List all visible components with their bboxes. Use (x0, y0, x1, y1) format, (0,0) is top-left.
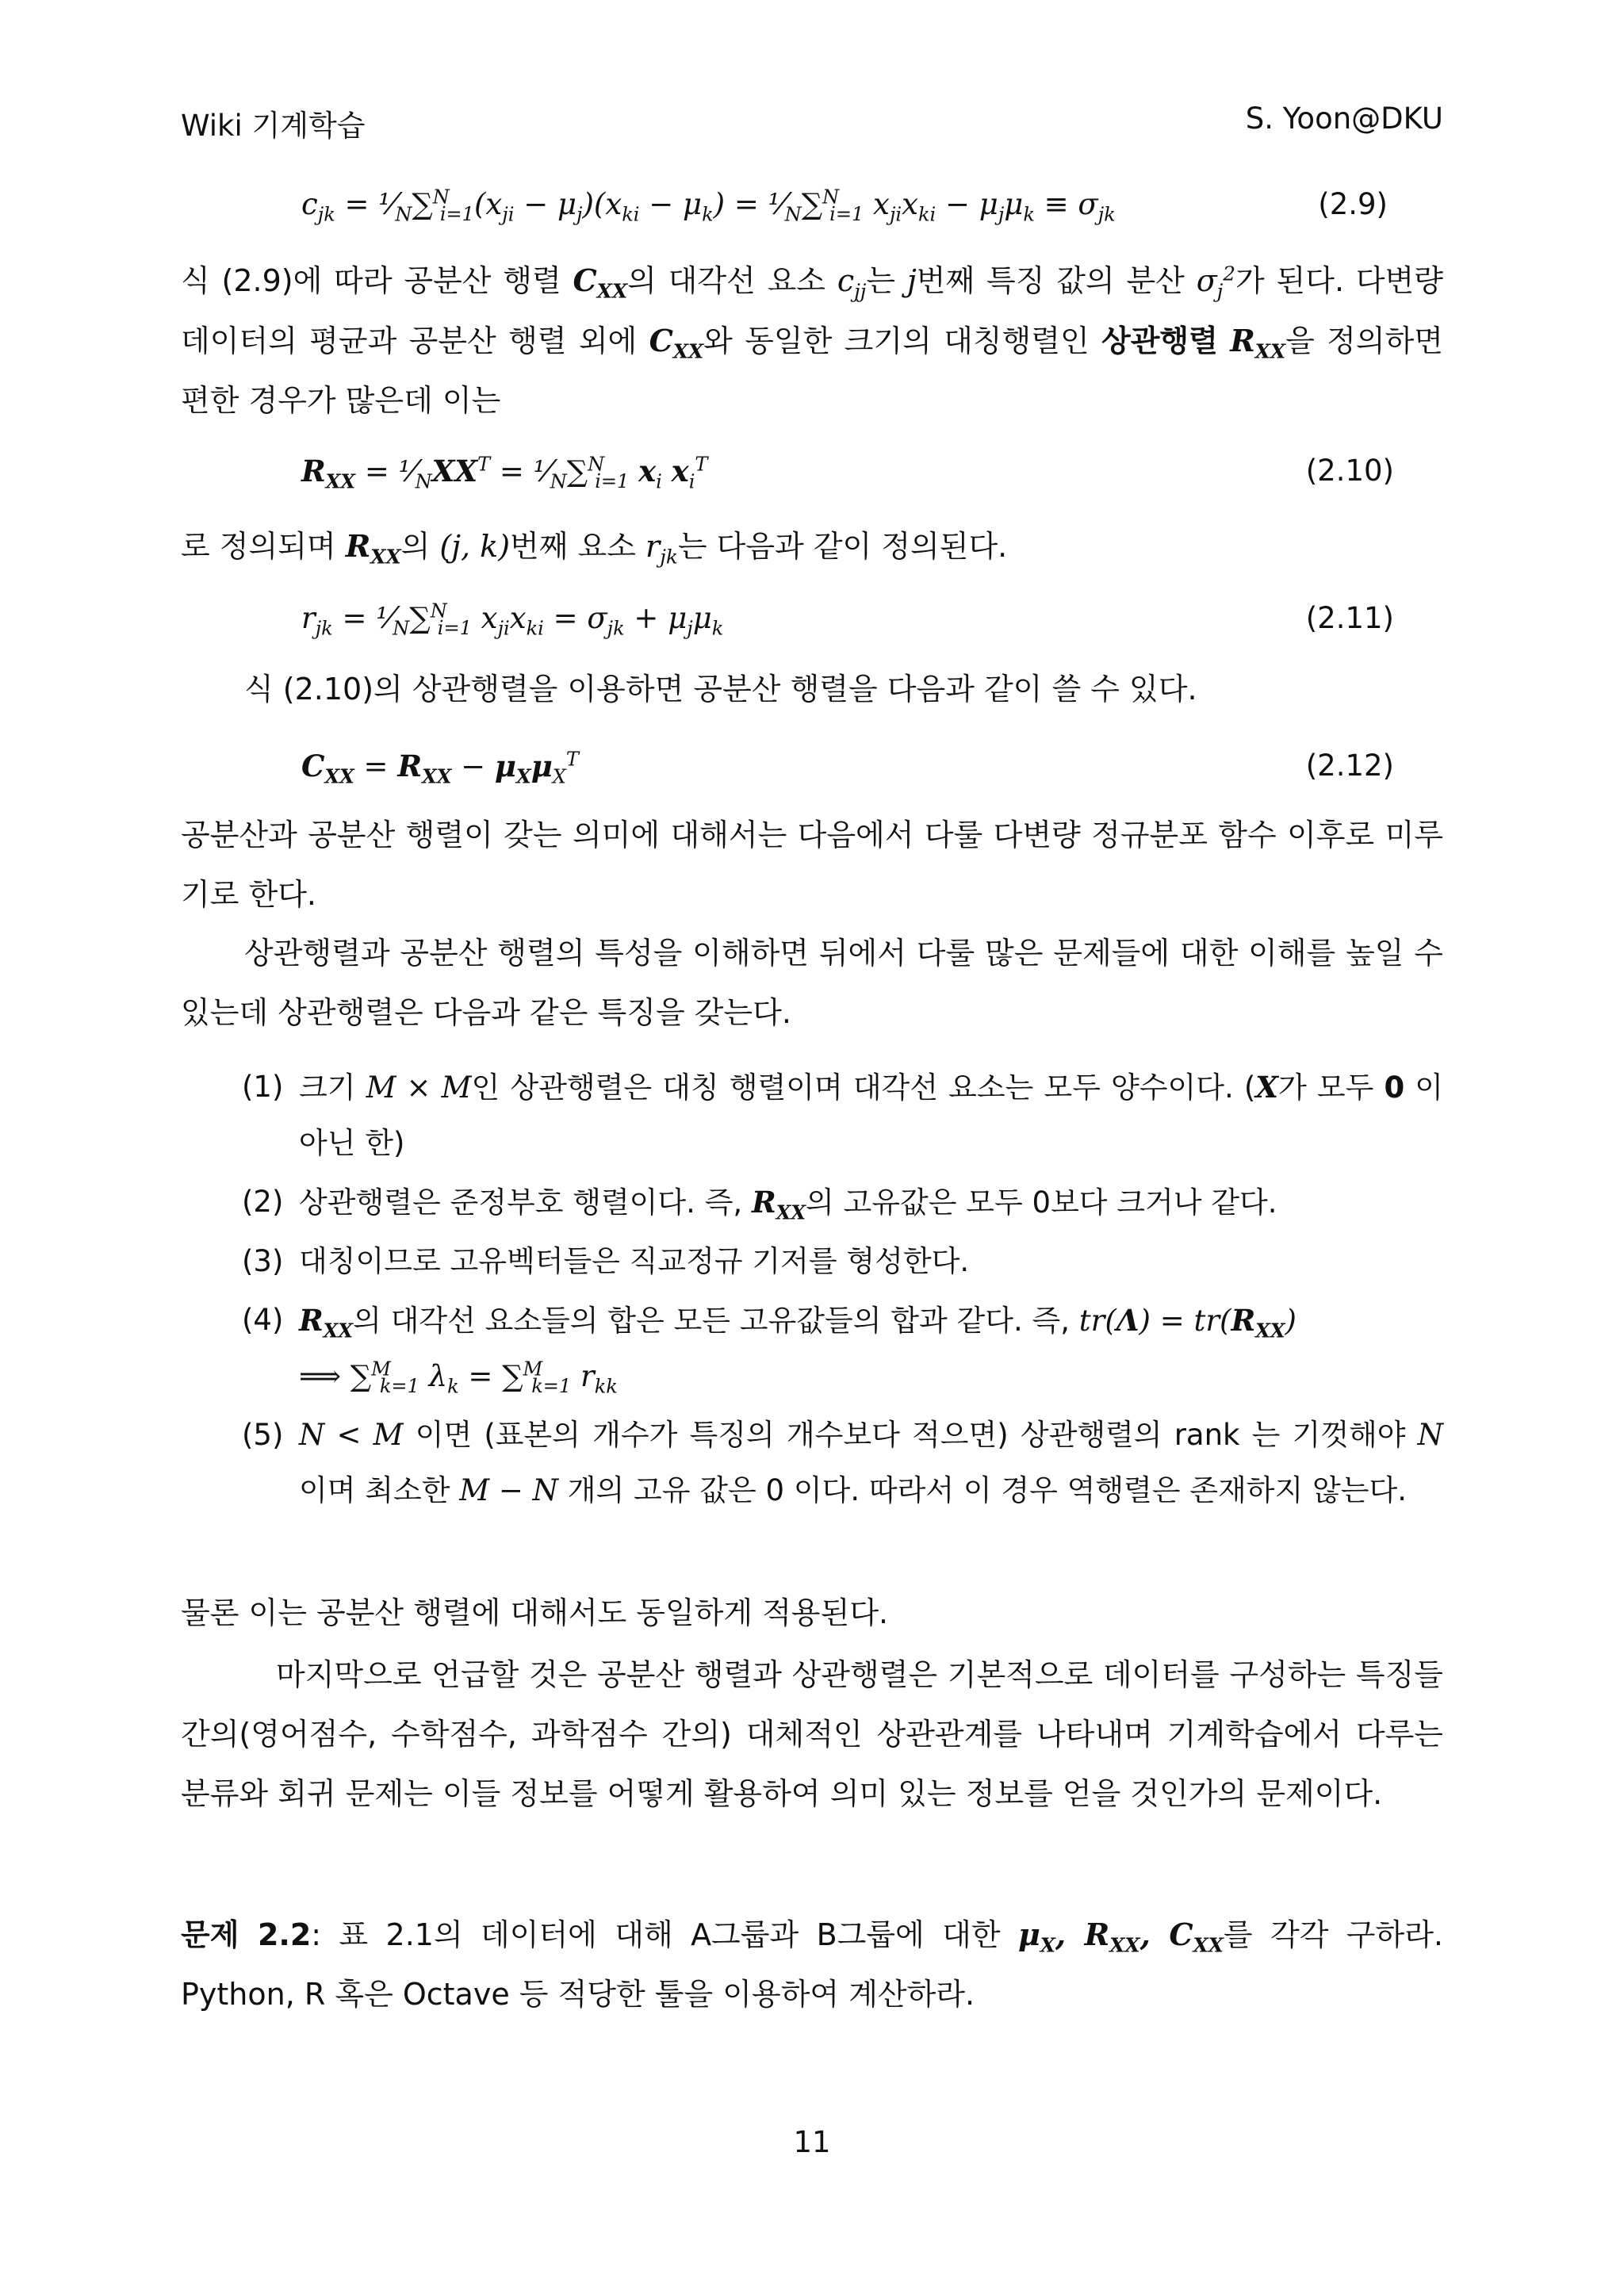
header-author: S. Yoon@DKU (1245, 101, 1443, 136)
paragraph-3: 식 (2.10)의 상관행렬을 이용하면 공분산 행렬을 다음과 같이 쓸 수 있다. (244, 672, 1197, 707)
equation-2-9: $c_{jk}$ = $^1⁄_N\sum^N_{i=1}(x_{ji} - \mu_j)(x_{ki} - \mu_k)$ = $^1⁄_N\sum^N_{i=1}$ $x_{ji}x_{ki} - \mu_j\mu_k \equiv \sigma_{jk}$ (301, 186, 1116, 226)
equation-number-2-12: (2.12) (1305, 749, 1394, 783)
list-item: (1) 크기 M × M인 상관행렬은 대칭 행렬이며 대각선 요소는 모두 양수이다. (X가 모두 0 이 아닌 한) (242, 1070, 1444, 1160)
paragraph-4: 공분산과 공분산 행렬이 갖는 의미에 대해서는 다음에서 다룰 다변량 정규분포 함수 이후로 미루기로 한다. (181, 818, 1443, 912)
paragraph-1: 식 (2.9)에 따라 공분산 행렬 $C_{XX}$의 대각선 요소 $c_{jj}$는 j번째 특징 값의 분산 $\sigma_j^2$가 된다. 다변량 데이터의 평균과 공분산 행렬 외에 $C_{XX}$와 동일한 크기의 대칭행렬인 상관행렬 $R_{XX}$을 정의하면 편한 경우가 많은데 이는 (181, 262, 1443, 418)
equation-number-2-9: (2.9) (1318, 187, 1388, 221)
equation-2-11: $r_{jk}$ = $^1⁄_N\sum^N_{i=1}$ $x_{ji}x_{ki} = \sigma_{jk} + \mu_j\mu_k$ (301, 599, 724, 640)
list-item: (5) N < M 이면 (표본의 개수가 특징의 개수보다 적으면) 상관행렬의 rank 는 기껏해야 N 이며 최소한 M − N 개의 고유 값은 0 이다. 따라서 이 경우 역행렬은 존재하지 않는다. (242, 1418, 1443, 1507)
page-header (181, 101, 1443, 146)
problem-label: 문제 2.2 (181, 1917, 312, 1952)
list-item: (4) $R_{XX}$의 대각선 요소들의 합은 모든 고유값들의 합과 같다. 즉, $tr(\Lambda) = tr(R_{XX})$ ⟹ ∑$^M_{k=1}$ $\lambda_k = \sum^M_{k=1}$ $r_{kk}$ (242, 1303, 1297, 1398)
equation-2-10: $R_{XX}$ = $^1⁄_NXX^T$ = $^1⁄_N\sum^N_{i=1}$ $x_i$ $x_i^T$ (301, 453, 708, 493)
list-item: (3) 대칭이므로 고유벡터들은 직교정규 기저를 형성한다. (242, 1244, 970, 1278)
equation-number-2-10: (2.10) (1305, 454, 1394, 488)
problem-2-2: 문제 2.2: 표 2.1의 데이터에 대해 A그룹과 B그룹에 대한 $\mu_X$, $R_{XX}$, $C_{XX}$를 각각 구하라. Python, R 혹은 Octave 등 적당한 툴을 이용하여 계산하라. (181, 1917, 1443, 2012)
bold-term-correlation-matrix: 상관행렬 (1101, 324, 1218, 358)
paragraph-2: 로 정의되며 $R_{XX}$의 (j, k)번째 요소 $r_{jk}$는 다음과 같이 정의된다. (181, 528, 1008, 569)
equation-2-12: $C_{XX} = R_{XX} - \mu_X\mu_X^T$ (301, 748, 579, 788)
equation-number-2-11: (2.11) (1305, 601, 1394, 635)
paragraph-5: 상관행렬과 공분산 행렬의 특성을 이해하면 뒤에서 다룰 많은 문제들에 대한 이해를 높일 수 있는데 상관행렬은 다음과 같은 특징을 갖는다. (181, 936, 1443, 1030)
property-list (242, 1059, 1443, 1518)
paragraph-6: 물론 이는 공분산 행렬에 대해서도 동일하게 적용된다. (181, 1595, 889, 1630)
paragraph-7: 마지막으로 언급할 것은 공분산 행렬과 상관행렬은 기본적으로 데이터를 구성하는 특징들 간의(영어점수, 수학점수, 과학점수 간의) 대체적인 상관관계를 나타내며 기계학습에서 다루는 분류와 회귀 문제는 이들 정보를 어떻게 활용하여 의미 있는 정보를 얻을 것인가의 문제이다. (181, 1657, 1443, 1811)
list-item: (2) 상관행렬은 준정부호 행렬이다. 즉, $R_{XX}$의 고유값은 모두 0보다 크거나 같다. (242, 1185, 1277, 1224)
header-title: Wiki 기계학습 (181, 109, 366, 143)
page-number: 11 (793, 2125, 831, 2159)
